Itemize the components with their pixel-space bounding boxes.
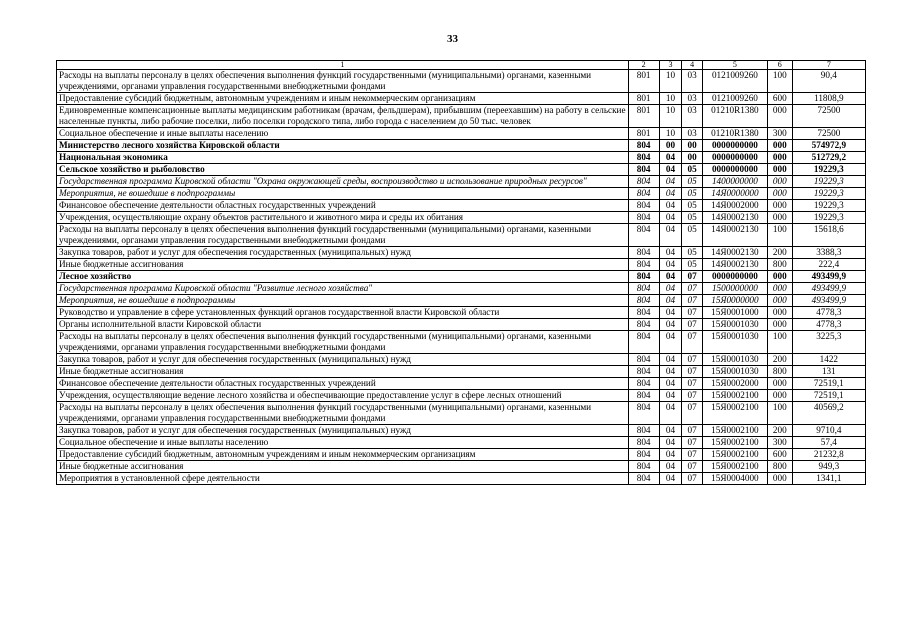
table-row: [57, 402, 866, 425]
row-name-cell: Иные бюджетные ассигнования: [57, 366, 629, 378]
table-row: [57, 331, 866, 354]
expense-type-code-cell: 000: [767, 378, 792, 390]
subsection-code-cell: 04: [659, 449, 682, 461]
expense-type-code-cell: 000: [767, 105, 792, 128]
expense-type-code-cell: 600: [767, 449, 792, 461]
expense-type-code-cell: 100: [767, 402, 792, 425]
subsection-code-cell: 04: [659, 259, 682, 271]
target-item-code-cell: 01210R1380: [702, 105, 767, 128]
section-code-cell: 804: [628, 378, 659, 390]
item-code-cell: 07: [682, 295, 703, 307]
expense-type-code-cell: 000: [767, 283, 792, 295]
subsection-code-cell: 04: [659, 307, 682, 319]
table-row: [57, 390, 866, 402]
section-code-cell: 801: [628, 93, 659, 105]
row-name-cell: Финансовое обеспечение деятельности областных государственных учреждений: [57, 200, 629, 212]
section-code-cell: 801: [628, 105, 659, 128]
row-name-cell: Министерство лесного хозяйства Кировской области: [57, 140, 629, 152]
expense-type-code-cell: 000: [767, 200, 792, 212]
expense-type-code-cell: 300: [767, 437, 792, 449]
item-code-cell: 07: [682, 402, 703, 425]
section-code-cell: 804: [628, 473, 659, 485]
amount-cell: 3225,3: [792, 331, 865, 354]
subsection-code-cell: 04: [659, 473, 682, 485]
subsection-code-cell: 04: [659, 378, 682, 390]
table-header-row: [57, 61, 866, 70]
section-code-cell: 804: [628, 437, 659, 449]
amount-cell: 40569,2: [792, 402, 865, 425]
section-code-cell: 804: [628, 366, 659, 378]
subsection-code-cell: 04: [659, 437, 682, 449]
header-cell: 6: [767, 61, 792, 70]
section-code-cell: 804: [628, 164, 659, 176]
expense-type-code-cell: 300: [767, 128, 792, 140]
row-name-cell: Руководство и управление в сфере установленных функций органов государственной власти Кировской области: [57, 307, 629, 319]
amount-cell: 72519,1: [792, 390, 865, 402]
target-item-code-cell: 15Я0002100: [702, 437, 767, 449]
section-code-cell: 801: [628, 128, 659, 140]
section-code-cell: 804: [628, 402, 659, 425]
subsection-code-cell: 04: [659, 152, 682, 164]
expense-type-code-cell: 800: [767, 259, 792, 271]
target-item-code-cell: 15Я0002100: [702, 461, 767, 473]
table-row: [57, 473, 866, 485]
item-code-cell: 07: [682, 271, 703, 283]
row-name-cell: Мероприятия в установленной сфере деятельности: [57, 473, 629, 485]
row-name-cell: Национальная экономика: [57, 152, 629, 164]
row-name-cell: Мероприятия, не вошедшие в подпрограммы: [57, 188, 629, 200]
subsection-code-cell: 04: [659, 461, 682, 473]
item-code-cell: 07: [682, 354, 703, 366]
table-row: [57, 188, 866, 200]
expense-type-code-cell: 000: [767, 140, 792, 152]
expense-type-code-cell: 000: [767, 188, 792, 200]
section-code-cell: 804: [628, 271, 659, 283]
table-row: [57, 271, 866, 283]
header-cell: 7: [792, 61, 865, 70]
row-name-cell: Финансовое обеспечение деятельности областных государственных учреждений: [57, 378, 629, 390]
table-row: [57, 461, 866, 473]
amount-cell: 19229,3: [792, 164, 865, 176]
table-body: [57, 70, 866, 485]
row-name-cell: Закупка товаров, работ и услуг для обеспечения государственных (муниципальных) нужд: [57, 354, 629, 366]
item-code-cell: 07: [682, 437, 703, 449]
row-name-cell: Мероприятия, не вошедшие в подпрограммы: [57, 295, 629, 307]
section-code-cell: 804: [628, 307, 659, 319]
row-name-cell: Государственная программа Кировской области "Развитие лесного хозяйства": [57, 283, 629, 295]
subsection-code-cell: 00: [659, 140, 682, 152]
subsection-code-cell: 04: [659, 354, 682, 366]
amount-cell: 222,4: [792, 259, 865, 271]
row-name-cell: Государственная программа Кировской области "Охрана окружающей среды, воспроизводство и использование природных ресурсов": [57, 176, 629, 188]
section-code-cell: 804: [628, 425, 659, 437]
target-item-code-cell: 15Я0002100: [702, 425, 767, 437]
section-code-cell: 804: [628, 224, 659, 247]
expense-type-code-cell: 100: [767, 224, 792, 247]
target-item-code-cell: 0000000000: [702, 152, 767, 164]
amount-cell: 19229,3: [792, 200, 865, 212]
expense-type-code-cell: 200: [767, 354, 792, 366]
row-name-cell: Учреждения, осуществляющие ведение лесного хозяйства и обеспечивающие предоставление услуг в сфере лесных отношений: [57, 390, 629, 402]
table-row: [57, 247, 866, 259]
subsection-code-cell: 04: [659, 366, 682, 378]
row-name-cell: Иные бюджетные ассигнования: [57, 259, 629, 271]
target-item-code-cell: 14Я0002000: [702, 200, 767, 212]
target-item-code-cell: 15Я0004000: [702, 473, 767, 485]
expense-type-code-cell: 000: [767, 152, 792, 164]
table-row: [57, 354, 866, 366]
item-code-cell: 07: [682, 425, 703, 437]
expense-type-code-cell: 800: [767, 366, 792, 378]
section-code-cell: 804: [628, 212, 659, 224]
table-row: [57, 283, 866, 295]
table-row: [57, 366, 866, 378]
page-number: 33: [447, 33, 458, 45]
header-cell: 4: [682, 61, 703, 70]
expense-type-code-cell: 000: [767, 307, 792, 319]
row-name-cell: Учреждения, осуществляющие охрану объектов растительного и животного мира и среды их обитания: [57, 212, 629, 224]
header-cell: 3: [659, 61, 682, 70]
row-name-cell: Сельское хозяйство и рыболовство: [57, 164, 629, 176]
subsection-code-cell: 04: [659, 402, 682, 425]
table-row: [57, 307, 866, 319]
item-code-cell: 07: [682, 390, 703, 402]
subsection-code-cell: 10: [659, 70, 682, 93]
expense-type-code-cell: 000: [767, 271, 792, 283]
table-row: [57, 140, 866, 152]
section-code-cell: 804: [628, 140, 659, 152]
target-item-code-cell: 0121009260: [702, 70, 767, 93]
row-name-cell: Расходы на выплаты персоналу в целях обеспечения выполнения функций государственными (муниципальными) органами, казенными учреждениями, органами управления государственными внебюджетными фондами: [57, 70, 629, 93]
amount-cell: 19229,3: [792, 188, 865, 200]
table-row: [57, 449, 866, 461]
expense-type-code-cell: 100: [767, 331, 792, 354]
target-item-code-cell: 15Я0000000: [702, 295, 767, 307]
row-name-cell: Закупка товаров, работ и услуг для обеспечения государственных (муниципальных) нужд: [57, 247, 629, 259]
item-code-cell: 05: [682, 212, 703, 224]
section-code-cell: 804: [628, 354, 659, 366]
subsection-code-cell: 04: [659, 319, 682, 331]
row-name-cell: Социальное обеспечение и иные выплаты населению: [57, 128, 629, 140]
section-code-cell: 801: [628, 70, 659, 93]
section-code-cell: 804: [628, 188, 659, 200]
amount-cell: 3388,3: [792, 247, 865, 259]
target-item-code-cell: 15Я0001030: [702, 366, 767, 378]
amount-cell: 15618,6: [792, 224, 865, 247]
target-item-code-cell: 15Я0002000: [702, 378, 767, 390]
amount-cell: 19229,3: [792, 176, 865, 188]
expense-type-code-cell: 000: [767, 319, 792, 331]
expense-type-code-cell: 200: [767, 247, 792, 259]
target-item-code-cell: 14Я0002130: [702, 224, 767, 247]
item-code-cell: 07: [682, 461, 703, 473]
amount-cell: 131: [792, 366, 865, 378]
amount-cell: 1422: [792, 354, 865, 366]
subsection-code-cell: 10: [659, 128, 682, 140]
target-item-code-cell: 15Я0002100: [702, 402, 767, 425]
subsection-code-cell: 04: [659, 247, 682, 259]
amount-cell: 19229,3: [792, 212, 865, 224]
amount-cell: 72519,1: [792, 378, 865, 390]
target-item-code-cell: 0000000000: [702, 140, 767, 152]
section-code-cell: 804: [628, 283, 659, 295]
item-code-cell: 03: [682, 93, 703, 105]
item-code-cell: 07: [682, 378, 703, 390]
item-code-cell: 07: [682, 366, 703, 378]
row-name-cell: Расходы на выплаты персоналу в целях обеспечения выполнения функций государственными (муниципальными) органами, казенными учреждениями, органами управления государственными внебюджетными фондами: [57, 224, 629, 247]
expense-type-code-cell: 000: [767, 295, 792, 307]
subsection-code-cell: 04: [659, 283, 682, 295]
subsection-code-cell: 04: [659, 200, 682, 212]
target-item-code-cell: 15Я0002100: [702, 449, 767, 461]
table-row: [57, 176, 866, 188]
section-code-cell: 804: [628, 331, 659, 354]
expense-type-code-cell: 200: [767, 425, 792, 437]
section-code-cell: 804: [628, 319, 659, 331]
subsection-code-cell: 10: [659, 93, 682, 105]
table-row: [57, 70, 866, 93]
header-cell: 2: [628, 61, 659, 70]
table-row: [57, 224, 866, 247]
item-code-cell: 05: [682, 259, 703, 271]
row-name-cell: Расходы на выплаты персоналу в целях обеспечения выполнения функций государственными (муниципальными) органами, казенными учреждениями, органами управления государственными внебюджетными фондами: [57, 402, 629, 425]
item-code-cell: 03: [682, 105, 703, 128]
table-row: [57, 259, 866, 271]
subsection-code-cell: 04: [659, 224, 682, 247]
amount-cell: 90,4: [792, 70, 865, 93]
subsection-code-cell: 04: [659, 331, 682, 354]
item-code-cell: 05: [682, 200, 703, 212]
item-code-cell: 00: [682, 140, 703, 152]
target-item-code-cell: 15Я0002100: [702, 390, 767, 402]
item-code-cell: 07: [682, 319, 703, 331]
table-row: [57, 212, 866, 224]
target-item-code-cell: 15Я0001030: [702, 354, 767, 366]
item-code-cell: 03: [682, 70, 703, 93]
amount-cell: 72500: [792, 128, 865, 140]
item-code-cell: 03: [682, 128, 703, 140]
section-code-cell: 804: [628, 176, 659, 188]
target-item-code-cell: 15Я0001000: [702, 307, 767, 319]
header-cell: 5: [702, 61, 767, 70]
expense-type-code-cell: 000: [767, 212, 792, 224]
section-code-cell: 804: [628, 295, 659, 307]
header-cell: 1: [57, 61, 629, 70]
row-name-cell: Социальное обеспечение и иные выплаты населению: [57, 437, 629, 449]
item-code-cell: 07: [682, 283, 703, 295]
amount-cell: 21232,8: [792, 449, 865, 461]
row-name-cell: Лесное хозяйство: [57, 271, 629, 283]
target-item-code-cell: 14Я0002130: [702, 212, 767, 224]
expense-type-code-cell: 000: [767, 164, 792, 176]
expense-type-code-cell: 000: [767, 473, 792, 485]
table-row: [57, 425, 866, 437]
amount-cell: 4778,3: [792, 319, 865, 331]
target-item-code-cell: 0000000000: [702, 164, 767, 176]
subsection-code-cell: 04: [659, 390, 682, 402]
table-row: [57, 105, 866, 128]
target-item-code-cell: 0000000000: [702, 271, 767, 283]
target-item-code-cell: 14Я0002130: [702, 247, 767, 259]
target-item-code-cell: 15Я0001030: [702, 319, 767, 331]
section-code-cell: 804: [628, 152, 659, 164]
amount-cell: 11808,9: [792, 93, 865, 105]
row-name-cell: Закупка товаров, работ и услуг для обеспечения государственных (муниципальных) нужд: [57, 425, 629, 437]
item-code-cell: 05: [682, 176, 703, 188]
row-name-cell: Единовременные компенсационные выплаты медицинским работникам (врачам, фельдшерам), прибывшим (переехавшим) на работу в сельские населенные пункты, либо рабочие поселки, либо поселки городского типа, либо города с населением до 50 тыс. человек: [57, 105, 629, 128]
table-row: [57, 164, 866, 176]
section-code-cell: 804: [628, 461, 659, 473]
section-code-cell: 804: [628, 449, 659, 461]
item-code-cell: 05: [682, 224, 703, 247]
amount-cell: 493499,9: [792, 271, 865, 283]
expense-type-code-cell: 100: [767, 70, 792, 93]
amount-cell: 512729,2: [792, 152, 865, 164]
item-code-cell: 05: [682, 164, 703, 176]
subsection-code-cell: 04: [659, 176, 682, 188]
target-item-code-cell: 1500000000: [702, 283, 767, 295]
expense-type-code-cell: 000: [767, 176, 792, 188]
table-row: [57, 319, 866, 331]
target-item-code-cell: 0121009260: [702, 93, 767, 105]
row-name-cell: Иные бюджетные ассигнования: [57, 461, 629, 473]
amount-cell: 493499,9: [792, 295, 865, 307]
target-item-code-cell: 14Я0000000: [702, 188, 767, 200]
expense-type-code-cell: 800: [767, 461, 792, 473]
amount-cell: 493499,9: [792, 283, 865, 295]
item-code-cell: 07: [682, 449, 703, 461]
amount-cell: 949,3: [792, 461, 865, 473]
item-code-cell: 00: [682, 152, 703, 164]
section-code-cell: 804: [628, 247, 659, 259]
amount-cell: 72500: [792, 105, 865, 128]
section-code-cell: 804: [628, 259, 659, 271]
table-row: [57, 295, 866, 307]
item-code-cell: 05: [682, 247, 703, 259]
subsection-code-cell: 04: [659, 425, 682, 437]
target-item-code-cell: 15Я0001030: [702, 331, 767, 354]
target-item-code-cell: 14Я0002130: [702, 259, 767, 271]
item-code-cell: 07: [682, 473, 703, 485]
subsection-code-cell: 04: [659, 295, 682, 307]
subsection-code-cell: 04: [659, 164, 682, 176]
expense-type-code-cell: 600: [767, 93, 792, 105]
table-row: [57, 378, 866, 390]
table-row: [57, 152, 866, 164]
amount-cell: 1341,1: [792, 473, 865, 485]
subsection-code-cell: 04: [659, 188, 682, 200]
subsection-code-cell: 04: [659, 212, 682, 224]
item-code-cell: 05: [682, 188, 703, 200]
row-name-cell: Предоставление субсидий бюджетным, автономным учреждениям и иным некоммерческим организациям: [57, 449, 629, 461]
budget-table: [56, 60, 866, 485]
table-row: [57, 128, 866, 140]
item-code-cell: 07: [682, 307, 703, 319]
target-item-code-cell: 1400000000: [702, 176, 767, 188]
row-name-cell: Органы исполнительной власти Кировской области: [57, 319, 629, 331]
table-row: [57, 200, 866, 212]
subsection-code-cell: 04: [659, 271, 682, 283]
row-name-cell: Предоставление субсидий бюджетным, автономным учреждениям и иным некоммерческим организациям: [57, 93, 629, 105]
section-code-cell: 804: [628, 390, 659, 402]
row-name-cell: Расходы на выплаты персоналу в целях обеспечения выполнения функций государственными (муниципальными) органами, казенными учреждениями, органами управления государственными внебюджетными фондами: [57, 331, 629, 354]
section-code-cell: 804: [628, 200, 659, 212]
amount-cell: 4778,3: [792, 307, 865, 319]
target-item-code-cell: 01210R1380: [702, 128, 767, 140]
expense-type-code-cell: 000: [767, 390, 792, 402]
amount-cell: 574972,9: [792, 140, 865, 152]
amount-cell: 57,4: [792, 437, 865, 449]
amount-cell: 9710,4: [792, 425, 865, 437]
subsection-code-cell: 10: [659, 105, 682, 128]
table-row: [57, 437, 866, 449]
item-code-cell: 07: [682, 331, 703, 354]
table-row: [57, 93, 866, 105]
